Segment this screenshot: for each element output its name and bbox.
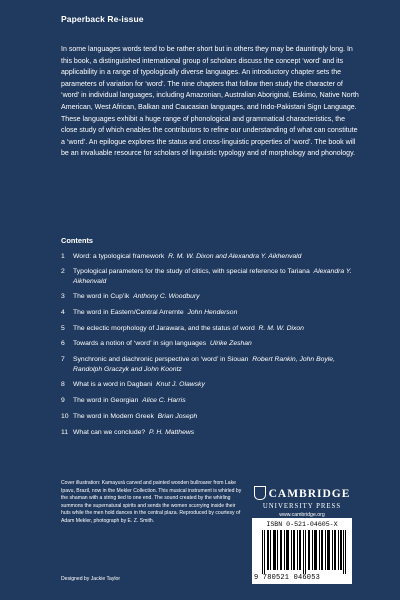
- chapter-number: 3: [61, 293, 65, 300]
- chapter-number: 1: [61, 253, 65, 260]
- chapter-author: Anthony C. Woodbury: [133, 293, 200, 300]
- publisher-wordmark: [252, 484, 352, 502]
- publisher-subtitle: UNIVERSITY PRESS: [262, 503, 342, 510]
- designer-credit: Designed by Jackie Taylor: [61, 576, 121, 582]
- chapter-title: What can we conclude?: [73, 429, 146, 436]
- publisher-logo: [252, 484, 352, 519]
- barcode-digits: 9 780521 046053: [254, 574, 321, 582]
- chapter-author: R. M. W. Dixon and Alexandra Y. Aikhenvald: [168, 253, 302, 260]
- publisher-name: CAMBRIDGE: [268, 488, 351, 500]
- chapter-title: What is a word in Dagbani: [73, 381, 153, 388]
- chapter-author: P. H. Matthews: [148, 429, 195, 436]
- chapter-title: Typological parameters for the study of clitics, with special reference to Tariana: [73, 268, 310, 275]
- contents-entry: [61, 412, 361, 422]
- chapter-title: The eclectic morphology of Jarawara, and the status of word: [73, 325, 255, 332]
- chapter-number: 6: [61, 340, 65, 347]
- contents-entry: [61, 324, 361, 334]
- chapter-author: Brian Joseph: [157, 413, 198, 420]
- reissue-heading: Paperback Re-issue: [61, 14, 144, 24]
- chapter-title: The word in Eastern/Central Arrernte: [73, 309, 184, 316]
- contents-entry: [61, 292, 361, 302]
- chapter-number: 4: [61, 309, 65, 316]
- book-description: In some languages words tend to be rather short but in others they may be dauntingly long. In this book, a distinguished international group of scholars discuss the concept ‘word’ and its applicability in a range of typologically diverse languages. An introductory chapter sets the parameters of variation for ‘word’. The nine chapters that follow then study the character of ‘word’ in individual languages, including Amazonian, Australian Aboriginal, Eskimo, Native North American, West African, Balkan and Caucasian languages, and Indo-Pakistani Sign Language. These languages exhibit a huge range of phonological and grammatical characteristics, the close study of which enables the contributors to refine our understanding of what can constitute a ‘word’. An epilogue explores the status and cross-linguistic properties of ‘word’. The book will be an invaluable resource for scholars of linguistic typology and of morphology and phonology.: [61, 46, 359, 158]
- crest-icon: [254, 486, 266, 500]
- chapter-number: 5: [61, 325, 65, 332]
- contents-entry: [61, 339, 361, 349]
- isbn-barcode-box: [252, 518, 352, 584]
- chapter-author: Alice C. Harris: [142, 397, 186, 404]
- contents-entry: [61, 428, 361, 438]
- chapter-number: 8: [61, 381, 65, 388]
- chapter-author: Ulrike Zeshan: [209, 340, 252, 347]
- contents-entry: [61, 380, 361, 390]
- cover-illustration-credit: Cover illustration: Kamayurá carved and painted wooden bullroarer from Lake Ipavu, Brazil, now in the Mekler Collection. This musical instrument is whirled by the shaman with a string tied to one end. The sound created by the whirling summons the supernatural spirits and sends the women scurrying inside their huts while the men hold dances in the central plaza. Reproduced by courtesy of Adam Mekler, photograph by E. Z. Smith.: [61, 480, 242, 524]
- chapter-title: The word in Georgian: [73, 397, 139, 404]
- contents-entry: [61, 396, 361, 406]
- chapter-author: Robert Rankin, John Boyle, Randolph Graczyk and John Koontz: [73, 356, 335, 373]
- chapter-author: R. M. W. Dixon: [258, 325, 304, 332]
- isbn-number: ISBN 0-521-04605-X: [266, 521, 338, 528]
- chapter-title: Towards a notion of ‘word’ in sign languages: [73, 340, 207, 347]
- chapter-author: John Henderson: [187, 309, 238, 316]
- contents-heading: Contents: [61, 236, 94, 245]
- chapter-title: The word in Modern Greek: [73, 413, 154, 420]
- chapter-author: Alexandra Y. Aikhenvald: [73, 268, 352, 285]
- chapter-number: 2: [61, 268, 65, 275]
- chapter-title: Word: a typological framework: [73, 253, 165, 260]
- chapter-title: The word in Cup’ik: [73, 293, 130, 300]
- chapter-number: 10: [61, 413, 69, 420]
- barcode-icon: [262, 530, 346, 574]
- chapter-number: 11: [61, 429, 69, 436]
- contents-entry: [61, 355, 361, 375]
- table-of-contents: [61, 252, 361, 444]
- chapter-number: 9: [61, 397, 65, 404]
- contents-entry: [61, 252, 361, 262]
- contents-entry: [61, 308, 361, 318]
- contents-entry: [61, 267, 361, 287]
- chapter-number: 7: [61, 356, 65, 363]
- chapter-author: Knut J. Olawsky: [156, 381, 205, 388]
- publisher-url: www.cambridge.org: [279, 512, 325, 518]
- chapter-title: Synchronic and diachronic perspective on ‘word’ in Siouan: [73, 356, 249, 363]
